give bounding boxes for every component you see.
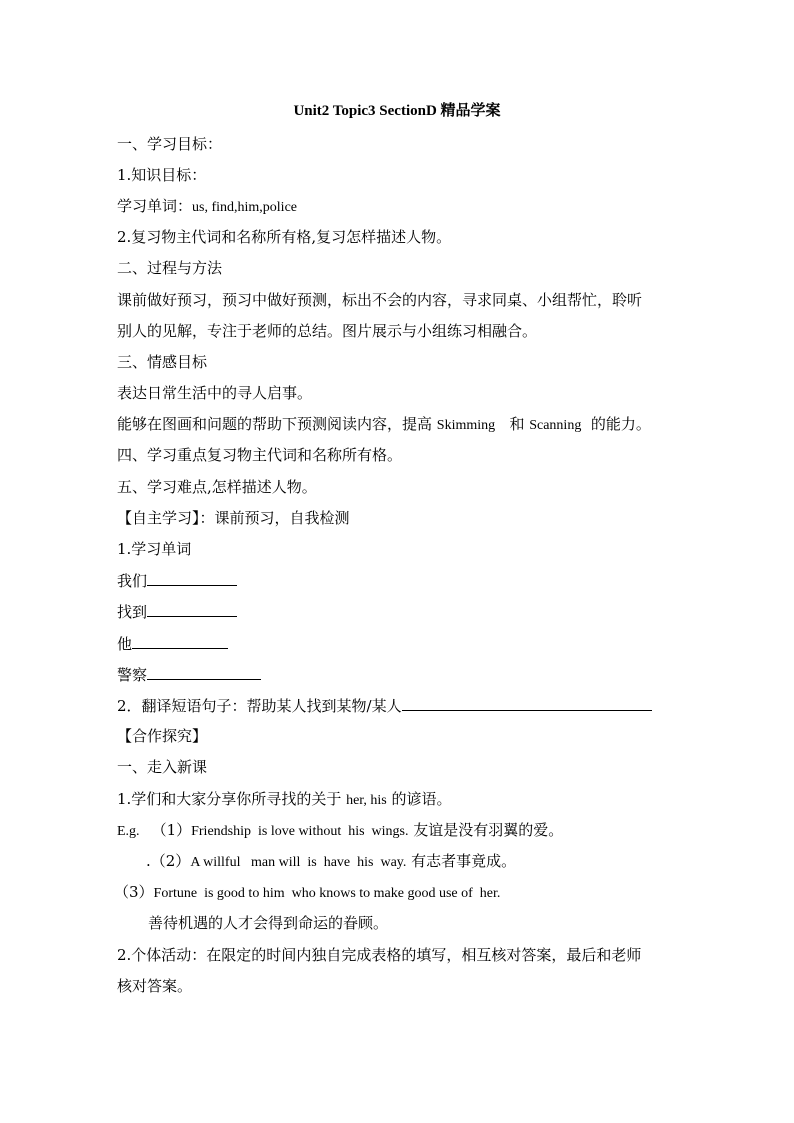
proverb-1-line: [117, 820, 563, 842]
proverb-3-number: （3）: [114, 883, 154, 901]
answer-blank-3[interactable]: [132, 633, 228, 649]
emotion-heading: 三、情感目标: [117, 353, 208, 371]
word-item-1: [117, 570, 237, 591]
proverb-3-english: Fortune is good to him who knows to make good use of her.: [153, 886, 501, 901]
scanning-word: Scanning: [529, 418, 582, 433]
cooperation-heading: 【合作探究】: [117, 727, 208, 745]
proverb-2-line: [146, 851, 516, 873]
word-4-label: 警察: [117, 666, 148, 684]
individual-activity-line-1: 2.个体活动：在限定的时间内独自完成表格的填写，相互核对答案，最后和老师: [117, 946, 642, 964]
proverb-2-chinese: 有志者事竟成。: [406, 852, 517, 870]
answer-blank-1[interactable]: [147, 570, 237, 586]
word-1-label: 我们: [117, 572, 148, 590]
objectives-heading: 一、学习目标：: [117, 135, 223, 153]
word-item-3: [117, 633, 228, 654]
study-words-list: us, find,him,police: [192, 200, 298, 215]
emotion-text-line-2: [117, 414, 651, 436]
translate-label: 2．翻译短语句子：帮助某人找到某物/某人: [117, 697, 402, 715]
proverb-2-english: A willful man will is have his way.: [190, 855, 407, 870]
skimming-word: Skimming: [436, 418, 496, 433]
proverb-3-chinese: 善待机遇的人才会得到命运的眷顾。: [148, 914, 389, 932]
process-text-line-2: 别人的见解，专注于老师的总结。图片展示与小组练习相融合。: [117, 322, 538, 340]
study-words-line: [117, 196, 297, 218]
emotion-line2-part-c: 的能力。: [581, 415, 651, 433]
key-points: 四、学习重点复习物主代词和名称所有格。: [117, 446, 403, 464]
knowledge-objectives-heading: 1.知识目标：: [117, 166, 207, 184]
share-text-b: 的谚语。: [386, 790, 452, 808]
word-3-label: 他: [117, 635, 133, 653]
proverb-1-english: Friendship is love without his wings.: [191, 824, 409, 839]
translate-answer-blank[interactable]: [402, 695, 652, 711]
share-text-a: 1.学们和大家分享你所寻找的关于: [117, 790, 347, 808]
share-words: her, his: [346, 793, 387, 808]
document-title: Unit2 Topic3 SectionD 精品学案: [293, 103, 501, 119]
answer-blank-4[interactable]: [147, 664, 261, 680]
word-item-4: [117, 664, 261, 685]
individual-activity-line-2: 核对答案。: [117, 977, 193, 995]
proverb-2-number: .（2）: [146, 852, 191, 870]
study-words-label: 学习单词：: [117, 197, 193, 215]
difficult-points: 五、学习难点,怎样描述人物。: [117, 478, 317, 496]
share-proverbs-line: [117, 789, 452, 811]
proverb-1-chinese: 友谊是没有羽翼的爱。: [408, 821, 564, 839]
word-2-label: 找到: [117, 603, 148, 621]
emotion-line2-part-b: 和: [495, 415, 530, 433]
process-text-line-1: 课前做好预习，预习中做好预测，标出不会的内容，寻求同桌、小组帮忙，聆听: [117, 291, 643, 309]
answer-blank-2[interactable]: [147, 601, 237, 617]
emotion-line2-part-a: 能够在图画和问题的帮助下预测阅读内容，提高: [117, 415, 437, 433]
proverb-1-number: （1）: [151, 821, 192, 839]
proverb-3-line: [114, 882, 500, 904]
self-study-heading: 【自主学习】：课前预习，自我检测: [117, 509, 350, 527]
translate-item: [117, 695, 652, 716]
word-item-2: [117, 601, 237, 622]
process-heading: 二、过程与方法: [117, 259, 223, 277]
eg-label: E.g.: [117, 824, 140, 839]
intro-heading: 一、走入新课: [117, 758, 208, 776]
review-objective: 2.复习物主代词和名称所有格,复习怎样描述人物。: [117, 228, 452, 246]
emotion-text-line-1: 表达日常生活中的寻人启事。: [117, 384, 313, 402]
study-words-heading: 1.学习单词: [117, 540, 192, 558]
